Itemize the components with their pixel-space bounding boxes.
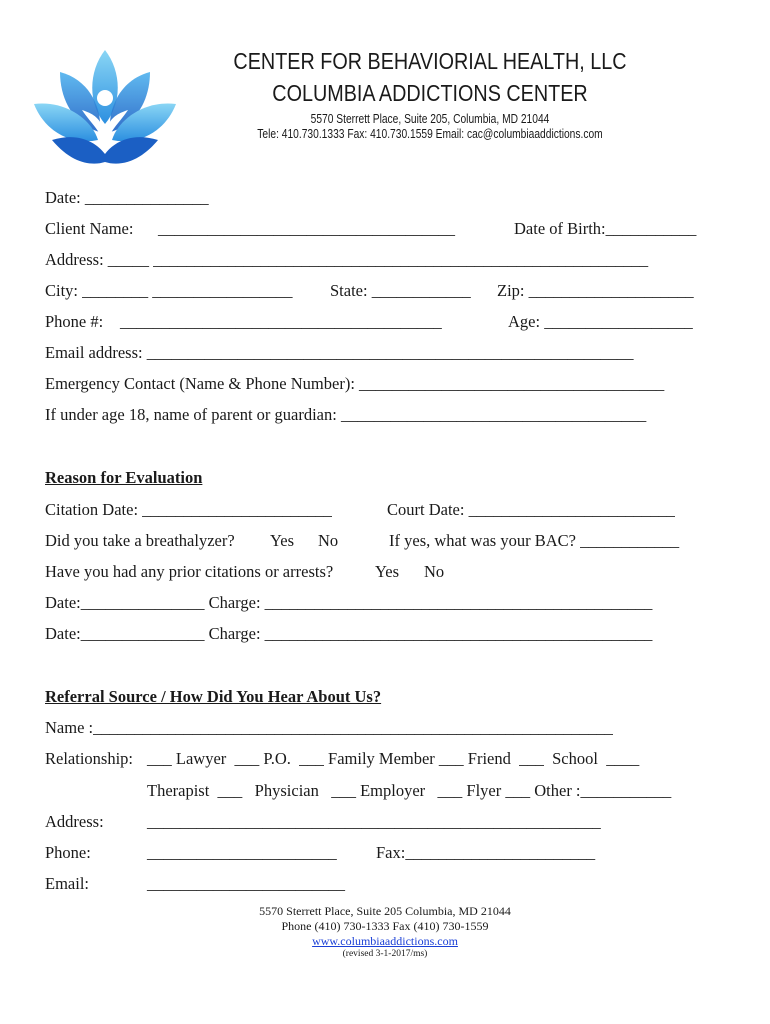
prior-citations-question: Have you had any prior citations or arrests? <box>45 562 334 581</box>
breathalyzer-question: Did you take a breathalyzer? <box>45 531 235 550</box>
date-of-birth-field[interactable]: Date of Birth:___________ <box>514 219 697 238</box>
emergency-contact-field[interactable]: Emergency Contact (Name & Phone Number): _____________________________________ <box>45 374 665 393</box>
prior-yes[interactable]: Yes <box>375 562 400 581</box>
prior-no[interactable]: No <box>424 562 445 581</box>
charge-row-1[interactable]: Date:_______________ Charge: _______________________________________________ <box>45 593 653 612</box>
phone-field[interactable]: _______________________________________ <box>120 312 442 331</box>
org-name: CENTER FOR BEHAVIORIAL HEALTH, LLC <box>233 48 627 74</box>
referral-name-field[interactable]: Name :_______________________________________________________________ <box>45 718 613 737</box>
relationship-options-row-1[interactable]: ___ Lawyer ___ P.O. ___ Family Member ___ Friend ___ School ____ <box>147 749 640 768</box>
footer-website-link[interactable]: www.columbiaaddictions.com <box>312 934 458 948</box>
client-name-label: Client Name: <box>45 219 134 238</box>
email-field[interactable]: Email address: ___________________________________________________________ <box>45 343 634 362</box>
charge-row-2[interactable]: Date:_______________ Charge: _______________________________________________ <box>45 624 653 643</box>
relationship-options-row-2[interactable]: Therapist ___ Physician ___ Employer ___ Flyer ___ Other :___________ <box>147 781 672 800</box>
footer-phone-fax: Phone (410) 730-1333 Fax (410) 730-1559 <box>281 919 489 933</box>
footer-revised: (revised 3-1-2017/ms) <box>342 949 428 959</box>
referral-fax-field[interactable]: Fax:_______________________ <box>376 843 596 862</box>
center-name: COLUMBIA ADDICTIONS CENTER <box>272 80 588 106</box>
relationship-label: Relationship: <box>45 749 133 768</box>
phone-label: Phone #: <box>45 312 104 331</box>
header-contact: Tele: 410.730.1333 Fax: 410.730.1559 Email: cac@columbiaaddictions.com <box>257 127 603 141</box>
referral-email-label: Email: <box>45 874 89 893</box>
client-name-field[interactable]: ____________________________________ <box>158 219 455 238</box>
age-field[interactable]: Age: __________________ <box>508 312 693 331</box>
referral-heading: Referral Source / How Did You Hear About Us? <box>45 687 382 706</box>
referral-email-field[interactable]: ________________________ <box>147 874 345 893</box>
state-field[interactable]: State: ____________ <box>330 281 471 300</box>
address-field[interactable]: Address: _____ ____________________________________________________________ <box>45 250 649 269</box>
city-field[interactable]: City: ________ _________________ <box>45 281 293 300</box>
bac-field[interactable]: If yes, what was your BAC? ____________ <box>389 531 680 550</box>
breathalyzer-no[interactable]: No <box>318 531 339 550</box>
breathalyzer-yes[interactable]: Yes <box>270 531 295 550</box>
citation-date-field[interactable]: Citation Date: _______________________ <box>45 500 332 519</box>
header-address: 5570 Sterrett Place, Suite 205, Columbia, MD 21044 <box>310 112 550 126</box>
court-date-field[interactable]: Court Date: _________________________ <box>387 500 675 519</box>
referral-phone-field[interactable]: _______________________ <box>147 843 337 862</box>
referral-phone-label: Phone: <box>45 843 91 862</box>
referral-address-field[interactable]: _______________________________________________________ <box>147 812 601 831</box>
guardian-field[interactable]: If under age 18, name of parent or guardian: _____________________________________ <box>45 405 647 424</box>
zip-field[interactable]: Zip: ____________________ <box>497 281 694 300</box>
evaluation-heading: Reason for Evaluation <box>45 468 203 487</box>
referral-address-label: Address: <box>45 812 104 831</box>
footer-address: 5570 Sterrett Place, Suite 205 Columbia, MD 21044 <box>259 904 511 918</box>
date-field[interactable]: Date: _______________ <box>45 188 209 207</box>
